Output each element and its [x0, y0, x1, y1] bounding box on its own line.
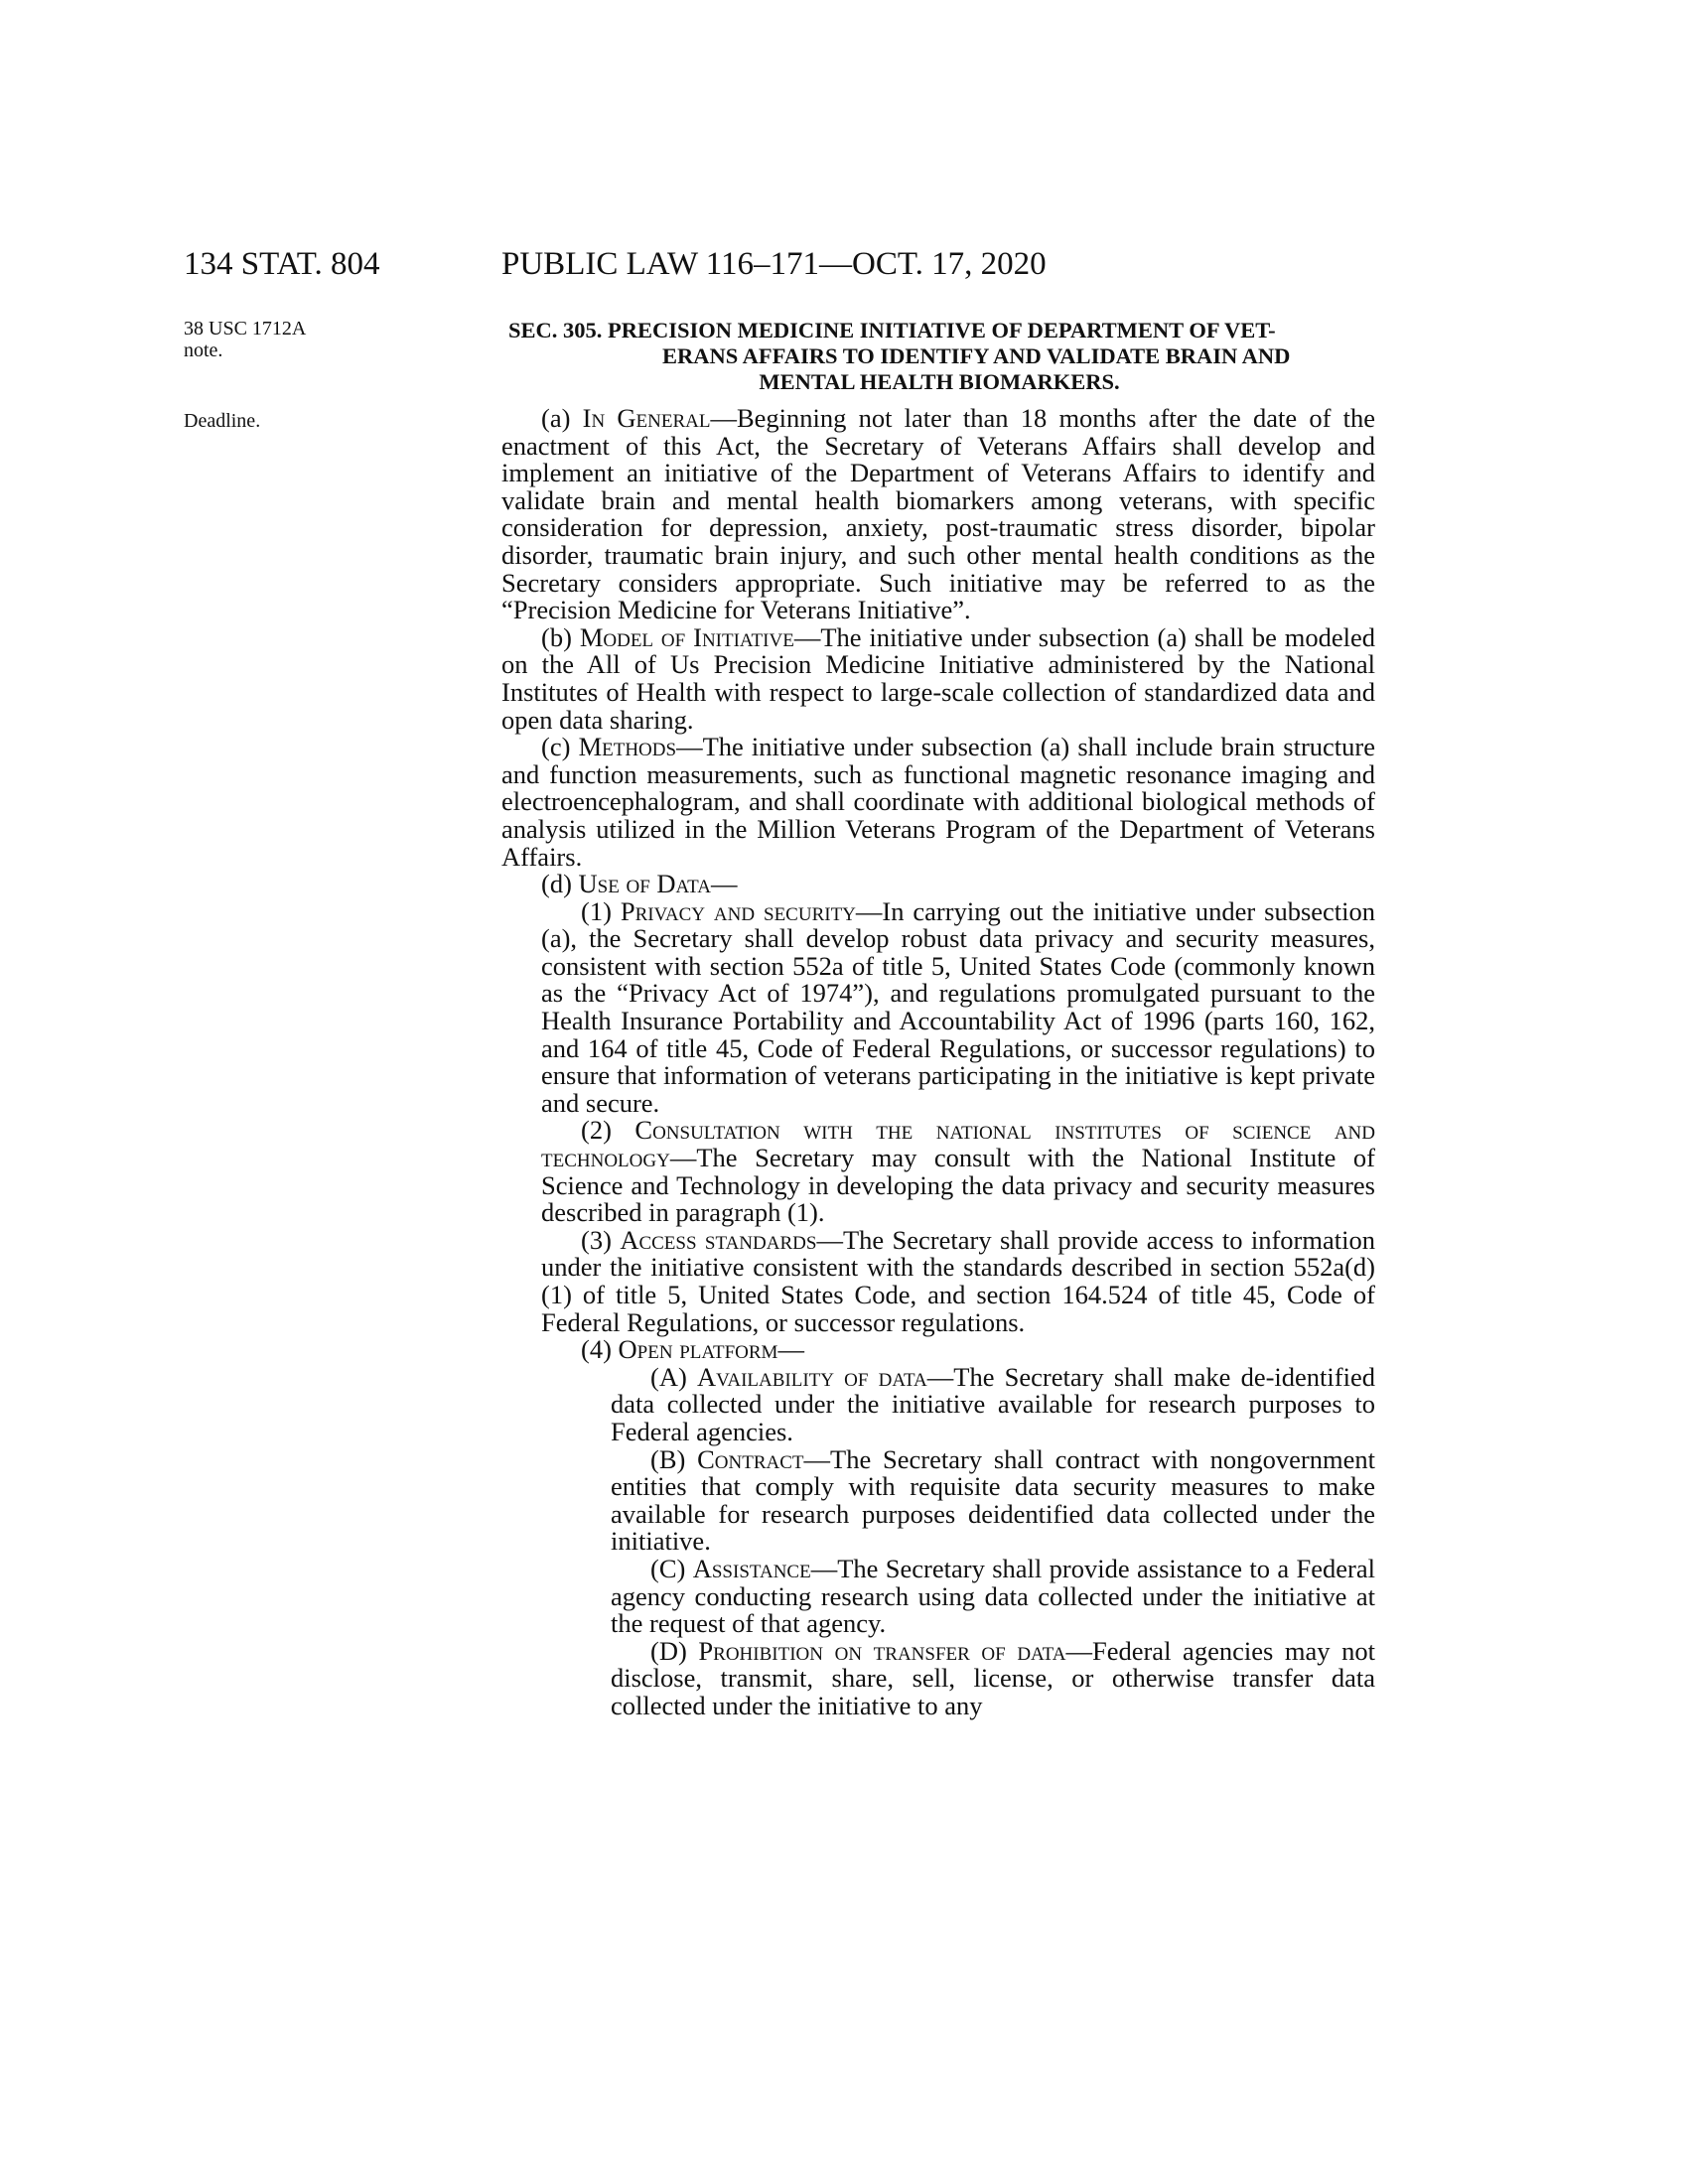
paragraph-d: [501, 871, 1375, 898]
section-heading-line: SEC. 305. PRECISION MEDICINE INITIATIVE OF DEPARTMENT OF VET-: [508, 318, 1276, 342]
paragraph-number: (B): [650, 1443, 698, 1474]
paragraph-text: —In carrying out the initiative under subsection (a), the Secretary shall develop robust data privacy and security measures, consistent with section 552a of title 5, United States Code (commonly known as the “Privacy Act of 1974”), and regulations promulgated pursuant to the Health Insurance Portability and Accountability Act of 1996 (parts 160, 162, and 164 of title 45, Code of Federal Regulations, or successor regulations) to ensure that information of veterans participating in the initiative is kept private and secure.: [541, 895, 1376, 1118]
paragraph-d4: [501, 1336, 1375, 1364]
paragraph-number: (4): [581, 1334, 619, 1365]
paragraph-d4B: [501, 1443, 1375, 1557]
paragraph-title: Availability of data: [696, 1361, 927, 1392]
paragraph-c: [501, 734, 1375, 871]
paragraph-number: (d): [541, 869, 579, 899]
margin-note-usc-citation: [184, 318, 313, 361]
paragraph-d4A: [501, 1361, 1375, 1446]
paragraph-text: —Federal agencies may not disclose, transmit, share, sell, license, or otherwise transfer data collected under the initiative to any: [611, 1635, 1376, 1720]
paragraph-number: (A): [650, 1361, 697, 1392]
paragraph-number: (b): [541, 621, 580, 652]
section-heading-line: MENTAL HEALTH BIOMARKERS.: [759, 369, 1120, 394]
paragraph-text: —The Secretary shall provide assistance to a Federal agency conducting research using data collected under the initiative at the request of that agency.: [611, 1553, 1375, 1639]
paragraph-a: [501, 405, 1375, 624]
paragraph-number: (1): [581, 895, 621, 926]
paragraph-text: —: [710, 869, 738, 899]
margin-note-usc-line: note.: [184, 340, 223, 361]
paragraph-b: [501, 621, 1375, 735]
margin-note-usc-line: 38 USC 1712A: [184, 318, 307, 340]
stat-page-number: 134 STAT. 804: [184, 246, 380, 282]
paragraph-d3: [501, 1224, 1375, 1337]
paragraph-title: Access standards: [620, 1224, 817, 1255]
paragraph-d2: [501, 1117, 1375, 1226]
paragraph-d4C: [501, 1553, 1375, 1639]
paragraph-text: —The initiative under subsection (a) shall include brain structure and function measurements, such as functional magnetic resonance imaging and electroencephalogram, and shall coordinate with additional biological methods of analysis utilized in the Million Veterans Program of the Department of Veterans Affairs.: [501, 732, 1375, 872]
paragraph-number: (C): [650, 1553, 693, 1583]
section-heading-line: ERANS AFFAIRS TO IDENTIFY AND VALIDATE BRAIN AND: [662, 343, 1291, 368]
paragraph-number: (a): [541, 403, 583, 433]
paragraph-title: Assistance: [692, 1553, 811, 1583]
running-head: PUBLIC LAW 116–171—OCT. 17, 2020: [501, 246, 1047, 282]
paragraph-text: —The Secretary may consult with the National Institute of Science and Technology in developing the data privacy and security measures described in paragraph (1).: [541, 1143, 1375, 1228]
section-heading: [508, 318, 1370, 395]
section-body: [501, 405, 1375, 1720]
page-header: [0, 246, 1688, 296]
paragraph-title: Consultation with the national institutes of science and technology: [541, 1115, 1375, 1173]
paragraph-title: Methods: [578, 732, 677, 762]
paragraph-text: —Beginning not later than 18 months after the date of the enactment of this Act, the Secretary of Veterans Affairs shall develop and implement an initiative of the Department of Veterans Affairs to identify and validate brain and mental health biomarkers among veterans, with specific consideration for depression, anxiety, post-traumatic stress disorder, bipolar disorder, traumatic brain injury, and such other mental health conditions as the Secretary considers appropriate. Such initiative may be referred to as the “Precision Medicine for Veterans Initiative”.: [501, 403, 1375, 625]
paragraph-title: Contract: [697, 1443, 804, 1474]
paragraph-title: In General: [582, 403, 711, 433]
paragraph-number: (3): [581, 1224, 621, 1255]
margin-note-deadline: Deadline.: [184, 410, 261, 432]
paragraph-title: Use of Data: [578, 869, 711, 899]
paragraph-d4D: [501, 1635, 1376, 1720]
paragraph-text: —The Secretary shall provide access to information under the initiative consistent with the standards described in section 552a(d)(1) of title 5, United States Code, and section 164.524 of title 45, Code of Federal Regulations, or successor regulations.: [541, 1224, 1375, 1337]
paragraph-number: (D): [650, 1635, 699, 1666]
paragraph-title: Open platform: [618, 1334, 778, 1365]
paragraph-title: Prohibition on transfer of data: [698, 1635, 1066, 1666]
paragraph-title: Privacy and security: [620, 895, 856, 926]
paragraph-text: —: [777, 1334, 804, 1365]
paragraph-number: (c): [541, 732, 579, 762]
paragraph-text: —The initiative under subsection (a) shall be modeled on the All of Us Precision Medicine Initiative administered by the National Institutes of Health with respect to large-scale collection of standardized data and open data sharing.: [501, 621, 1375, 735]
paragraph-number: (2): [581, 1115, 635, 1146]
paragraph-text: —The Secretary shall make de-identified data collected under the initiative available for research purposes to Federal agencies.: [611, 1361, 1375, 1446]
paragraph-d1: [501, 895, 1376, 1118]
paragraph-text: —The Secretary shall contract with nongovernment entities that comply with requisite data security measures to make available for research purposes deidentified data collected under the initiative.: [611, 1443, 1375, 1557]
paragraph-title: Model of Initiative: [579, 621, 794, 652]
